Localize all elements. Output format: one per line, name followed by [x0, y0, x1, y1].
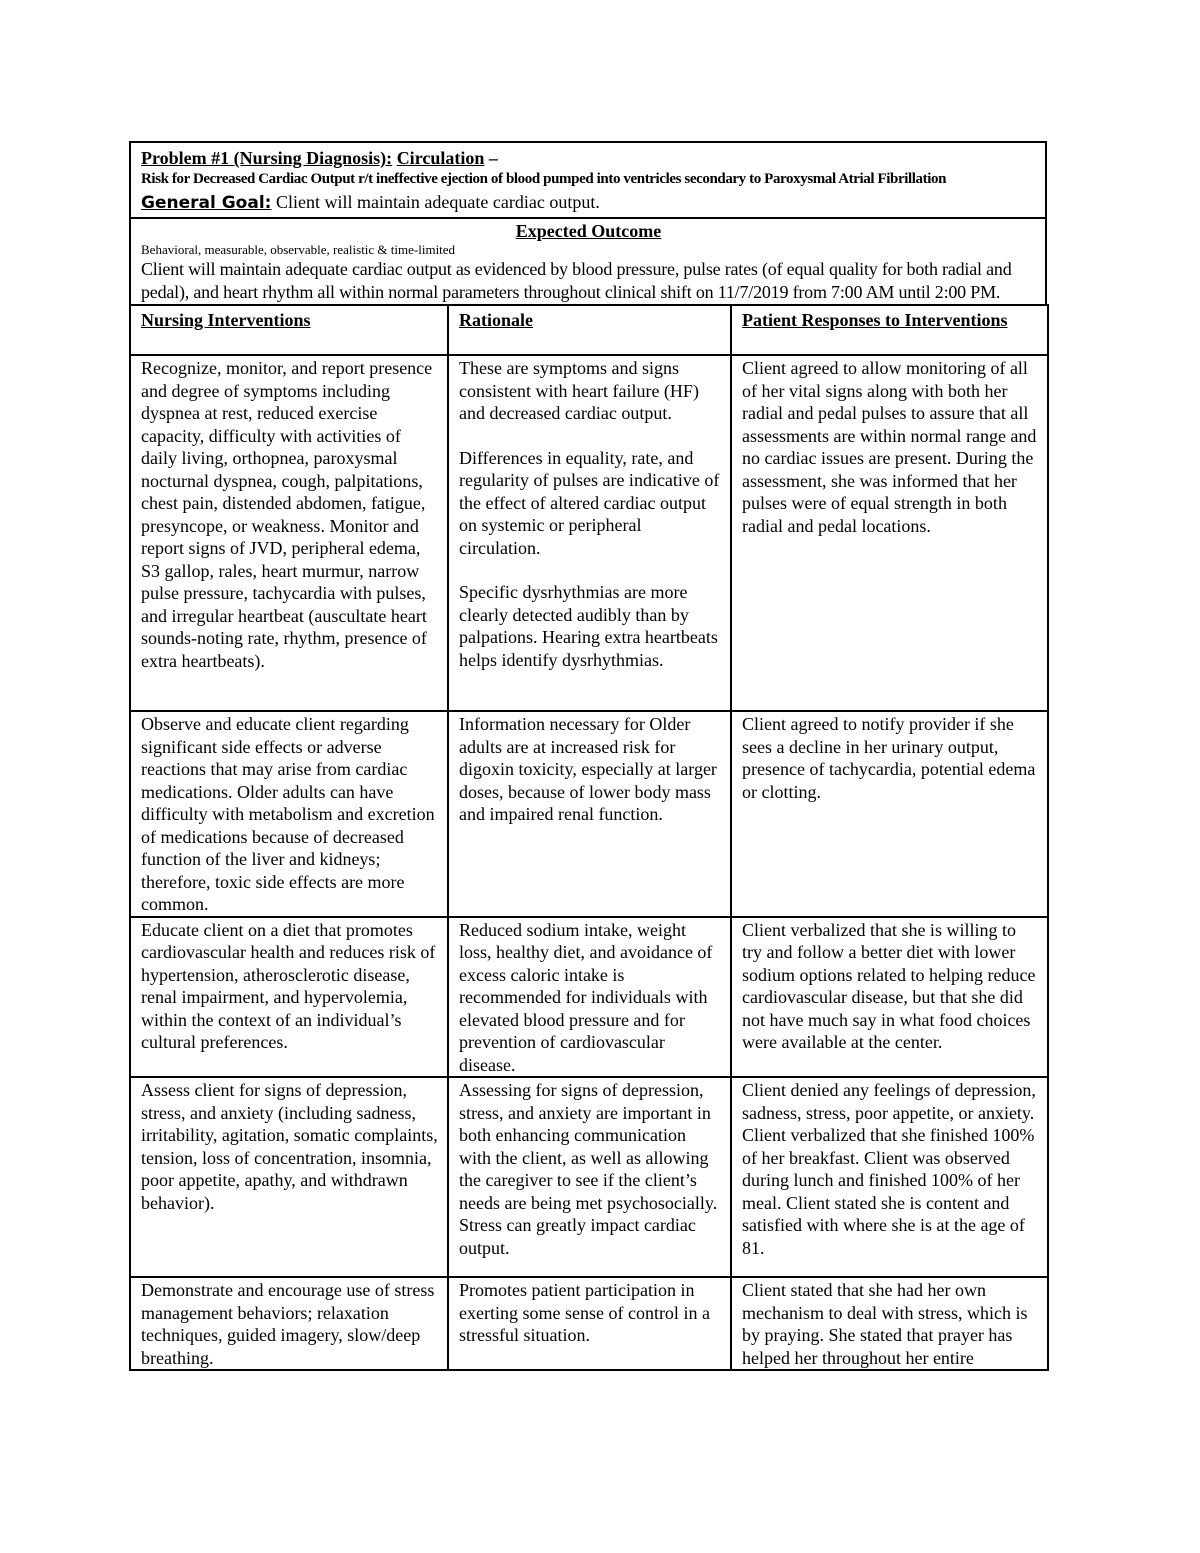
care-plan-document [129, 141, 1047, 1371]
table-row [130, 917, 1048, 1078]
rationale-text: Information necessary for Older adults are at increased risk for digoxin toxicity, especially at larger doses, because of lower body mass and impaired renal function. [459, 714, 717, 824]
intervention-cell [130, 355, 448, 711]
response-cell [731, 917, 1048, 1078]
goal-label: General Goal: [141, 193, 272, 213]
outcome-subtitle: Behavioral, measurable, observable, realistic & time-limited [141, 242, 456, 257]
intervention-cell [130, 1077, 448, 1277]
response-text: Client agreed to notify provider if she sees a decline in her urinary output, presence of tachycardia, potential edema or clotting. [742, 714, 1036, 802]
intervention-text: Educate client on a diet that promotes cardiovascular health and reduces risk of hypertension, atherosclerotic disease, renal impairment, and hypervolemia, within the context of an individual’s cultural preferences. [141, 919, 436, 1052]
rationale-text: Differences in equality, rate, and regularity of pulses are indicative of the effect of altered cardiac output on systemic or peripheral circulation. [459, 447, 720, 558]
outcome-title: Expected Outcome [515, 221, 662, 241]
expected-outcome-section [129, 217, 1047, 304]
rationale-text: Assessing for signs of depression, stress, and anxiety are important in both enhancing communication with the client, as well as allowing the caregiver to see if the client’s needs are being met psychosocially. Stress can greatly impact cardiac output. [459, 1080, 718, 1258]
table-row [130, 1277, 1048, 1370]
problem-section [129, 141, 1047, 217]
problem-dash: – [484, 148, 498, 168]
response-text: Client agreed to allow monitoring of all of her vital signs along with both her radial and pedal pulses to assure that all assessments are within normal range and no cardiac issues are present. During the assessment, she was informed that her pulses were of equal strength in both radial and pedal locations. [742, 358, 1037, 536]
table-row [130, 1077, 1048, 1277]
risk-statement: Risk for Decreased Cardiac Output r/t ineffective ejection of blood pumped into ventricles secondary to Paroxysmal Atrial Fibrillation [141, 171, 947, 187]
response-cell [731, 711, 1048, 917]
outcome-text: Client will maintain adequate cardiac output as evidenced by blood pressure, pulse rates (of equal quality for both radial and pedal), and heart rhythm all within normal parameters throughout clinical shift on 11/7/2019 from 7:00 AM until 2:00 PM. [141, 259, 1012, 302]
rationale-text: These are symptoms and signs consistent with heart failure (HF) and decreased cardiac output. [459, 358, 699, 423]
response-text: Client denied any feelings of depression, sadness, stress, poor appetite, or anxiety. Client verbalized that she finished 100% of her breakfast. Client was observed during lunch and finished 100% of her meal. Client stated she is content and satisfied with where she is at the age of 81. [742, 1080, 1036, 1258]
table-row [130, 711, 1048, 917]
response-cell [731, 1077, 1048, 1277]
rationale-cell [448, 355, 731, 711]
intervention-text: Demonstrate and encourage use of stress management behaviors; relaxation techniques, guided imagery, slow/deep breathing. [141, 1280, 435, 1368]
general-goal [141, 191, 1036, 214]
intervention-cell [130, 917, 448, 1078]
rationale-cell [448, 1077, 731, 1277]
header-responses: Patient Responses to Interventions [731, 305, 1048, 355]
rationale-cell [448, 711, 731, 917]
problem-heading [141, 147, 1036, 169]
response-cell [731, 355, 1048, 711]
response-text: Client stated that she had her own mechanism to deal with stress, which is by praying. She stated that prayer has helped her throughout her entire [742, 1280, 1028, 1368]
goal-text: Client will maintain adequate cardiac output. [271, 192, 600, 212]
rationale-text: Reduced sodium intake, weight loss, healthy diet, and avoidance of excess caloric intake is recommended for individuals with elevated blood pressure and for prevention of cardiovascular disease. [459, 919, 713, 1075]
table-header-row [130, 305, 1048, 355]
rationale-text: Promotes patient participation in exerting some sense of control in a stressful situation. [459, 1280, 710, 1345]
table-row [130, 355, 1048, 711]
intervention-cell [130, 711, 448, 917]
header-interventions: Nursing Interventions [130, 305, 448, 355]
rationale-cell [448, 1277, 731, 1370]
intervention-text: Observe and educate client regarding significant side effects or adverse reactions that may arise from cardiac medications. Older adults can have difficulty with metabolism and excretion of medications because of decreased function of the liver and kidneys; therefore, toxic side effects are more common. [141, 714, 435, 914]
intervention-cell [130, 1277, 448, 1370]
intervention-text: Assess client for signs of depression, stress, and anxiety (including sadness, irritability, agitation, somatic complaints, tension, loss of concentration, insomnia, poor appetite, apathy, and withdrawn behavior). [141, 1080, 438, 1213]
rationale-text: Specific dysrhythmias are more clearly detected audibly than by palpations. Hearing extra heartbeats helps identify dysrhythmias. [459, 582, 718, 670]
intervention-text: Recognize, monitor, and report presence and degree of symptoms including dyspnea at rest, reduced exercise capacity, difficulty with activities of daily living, orthopnea, paroxysmal nocturnal dyspnea, cough, palpitations, chest pain, distended abdomen, fatigue, presyncope, or weakness. Monitor and report signs of JVD, peripheral edema, S3 gallop, rales, heart murmur, narrow pulse pressure, tachycardia with pulses, and irregular heartbeat (auscultate heart sounds-noting rate, rhythm, presence of extra heartbeats). [141, 358, 433, 671]
response-text: Client verbalized that she is willing to try and follow a better diet with lower sodium options related to helping reduce cardiovascular disease, but that she did not have much say in what food choices were available at the center. [742, 919, 1036, 1052]
header-rationale: Rationale [448, 305, 731, 355]
problem-category: Circulation [396, 148, 485, 168]
interventions-table [129, 304, 1049, 1371]
problem-label: Problem #1 (Nursing Diagnosis): [141, 148, 393, 168]
rationale-cell [448, 917, 731, 1078]
response-cell [731, 1277, 1048, 1370]
